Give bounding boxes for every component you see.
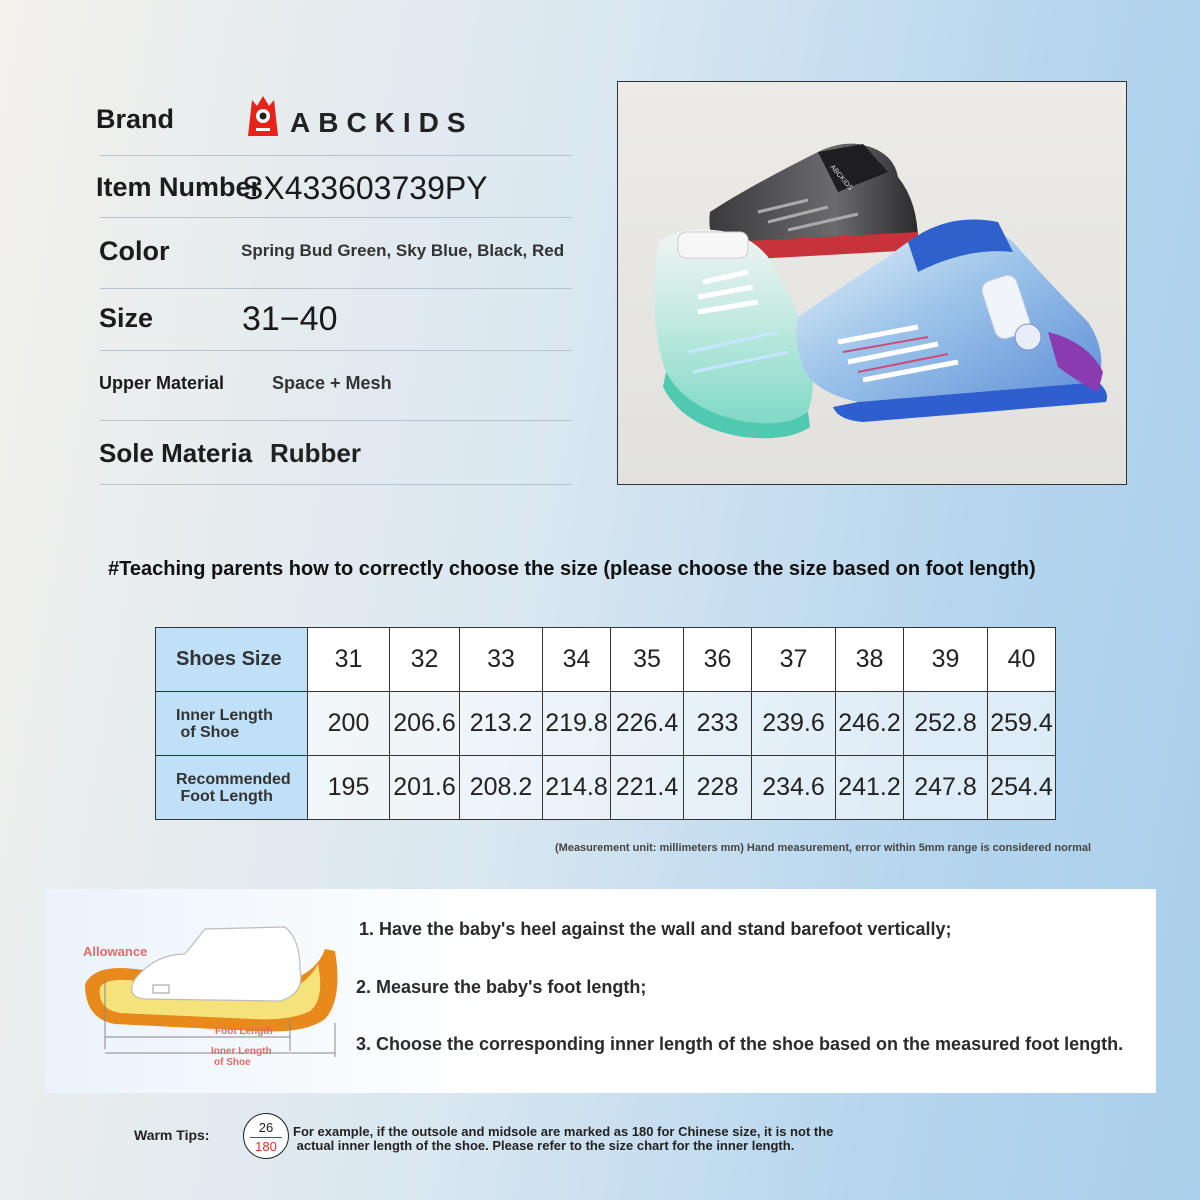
mascot-icon bbox=[244, 92, 282, 138]
foot-diagram bbox=[75, 919, 345, 1079]
inner-length-cell: 213.2 bbox=[460, 692, 543, 756]
divider bbox=[100, 155, 572, 156]
brand-logo bbox=[244, 92, 474, 138]
inner-length-cell: 233 bbox=[684, 692, 752, 756]
foot-length-cell: 221.4 bbox=[611, 756, 684, 820]
foot-length-cell: 241.2 bbox=[836, 756, 904, 820]
warm-tips-line-1: For example, if the outsole and midsole are marked as 180 for Chinese size, it is not the bbox=[293, 1124, 834, 1139]
item-number-label: Item Number bbox=[96, 172, 262, 202]
table-row bbox=[156, 692, 1056, 756]
row-header: Inner Length of Shoe bbox=[156, 692, 308, 756]
sole-material-value: Rubber bbox=[270, 438, 361, 468]
warm-tips-text bbox=[293, 1125, 833, 1153]
badge-bottom: 180 bbox=[255, 1139, 277, 1154]
size-cell: 40 bbox=[988, 628, 1056, 692]
size-cell: 39 bbox=[904, 628, 988, 692]
allowance-label: Allowance bbox=[83, 944, 148, 959]
step-1: 1. Have the baby's heel against the wall and stand barefoot vertically; bbox=[359, 919, 952, 939]
row-header: Shoes Size bbox=[156, 628, 308, 692]
size-value: 31−40 bbox=[242, 300, 338, 338]
foot-length-cell: 195 bbox=[308, 756, 390, 820]
size-cell: 32 bbox=[390, 628, 460, 692]
inner-length-label-2: of Shoe bbox=[214, 1057, 251, 1068]
foot-length-cell: 201.6 bbox=[390, 756, 460, 820]
table-row bbox=[156, 628, 1056, 692]
item-number-value: SX433603739PY bbox=[242, 170, 488, 206]
divider bbox=[100, 288, 572, 289]
foot-length-cell: 208.2 bbox=[460, 756, 543, 820]
sole-material-label: Sole Materia bbox=[99, 438, 253, 468]
size-cell: 36 bbox=[684, 628, 752, 692]
color-value: Spring Bud Green, Sky Blue, Black, Red bbox=[241, 241, 565, 260]
brand-label: Brand bbox=[96, 104, 175, 134]
inner-length-cell: 239.6 bbox=[752, 692, 836, 756]
warm-tips-line-2: actual inner length of the shoe. Please refer to the size chart for the inner length. bbox=[293, 1138, 795, 1153]
foot-length-cell: 214.8 bbox=[543, 756, 611, 820]
divider bbox=[100, 217, 572, 218]
inner-length-cell: 219.8 bbox=[543, 692, 611, 756]
badge-divider bbox=[250, 1137, 282, 1138]
warm-tips-label: Warm Tips: bbox=[134, 1127, 210, 1143]
size-cell: 35 bbox=[611, 628, 684, 692]
divider bbox=[100, 420, 572, 421]
foot-length-cell: 247.8 bbox=[904, 756, 988, 820]
foot-length-cell: 234.6 bbox=[752, 756, 836, 820]
shoes-illustration bbox=[618, 82, 1127, 485]
color-label: Color bbox=[99, 236, 170, 266]
upper-material-value: Space + Mesh bbox=[272, 373, 392, 393]
divider bbox=[100, 484, 572, 485]
row-header: Recommended Foot Length bbox=[156, 756, 308, 820]
size-cell: 38 bbox=[836, 628, 904, 692]
step-2: 2. Measure the baby's foot length; bbox=[356, 977, 647, 997]
inner-length-label: Inner Length bbox=[211, 1046, 272, 1057]
brand-logo-text: ABCKIDS bbox=[290, 107, 474, 138]
size-cell: 37 bbox=[752, 628, 836, 692]
svg-text:ABCKIDS: ABCKIDS bbox=[828, 163, 854, 192]
size-cell: 31 bbox=[308, 628, 390, 692]
inner-length-cell: 252.8 bbox=[904, 692, 988, 756]
divider bbox=[100, 350, 572, 351]
size-table bbox=[155, 627, 1056, 820]
foot-length-cell: 228 bbox=[684, 756, 752, 820]
inner-length-cell: 200 bbox=[308, 692, 390, 756]
size-label: Size bbox=[99, 303, 154, 333]
inner-length-cell: 246.2 bbox=[836, 692, 904, 756]
size-guide-heading: #Teaching parents how to correctly choose the size (please choose the size based on foot length) bbox=[108, 558, 1036, 580]
size-marking-badge bbox=[243, 1113, 289, 1159]
size-cell: 33 bbox=[460, 628, 543, 692]
foot-length-cell: 254.4 bbox=[988, 756, 1056, 820]
inner-length-cell: 206.6 bbox=[390, 692, 460, 756]
measuring-panel bbox=[45, 889, 1156, 1093]
inner-length-cell: 226.4 bbox=[611, 692, 684, 756]
foot-length-label: Foot Length bbox=[215, 1026, 273, 1037]
table-row bbox=[156, 756, 1056, 820]
measurement-note: (Measurement unit: millimeters mm) Hand measurement, error within 5mm range is considered normal bbox=[555, 842, 1092, 854]
inner-length-cell: 259.4 bbox=[988, 692, 1056, 756]
badge-top: 26 bbox=[258, 1120, 274, 1135]
size-cell: 34 bbox=[543, 628, 611, 692]
upper-material-label: Upper Material bbox=[99, 373, 225, 393]
step-3: 3. Choose the corresponding inner length of the shoe based on the measured foot length. bbox=[356, 1034, 1124, 1054]
product-photo bbox=[617, 81, 1127, 485]
green-shoe bbox=[654, 230, 813, 439]
